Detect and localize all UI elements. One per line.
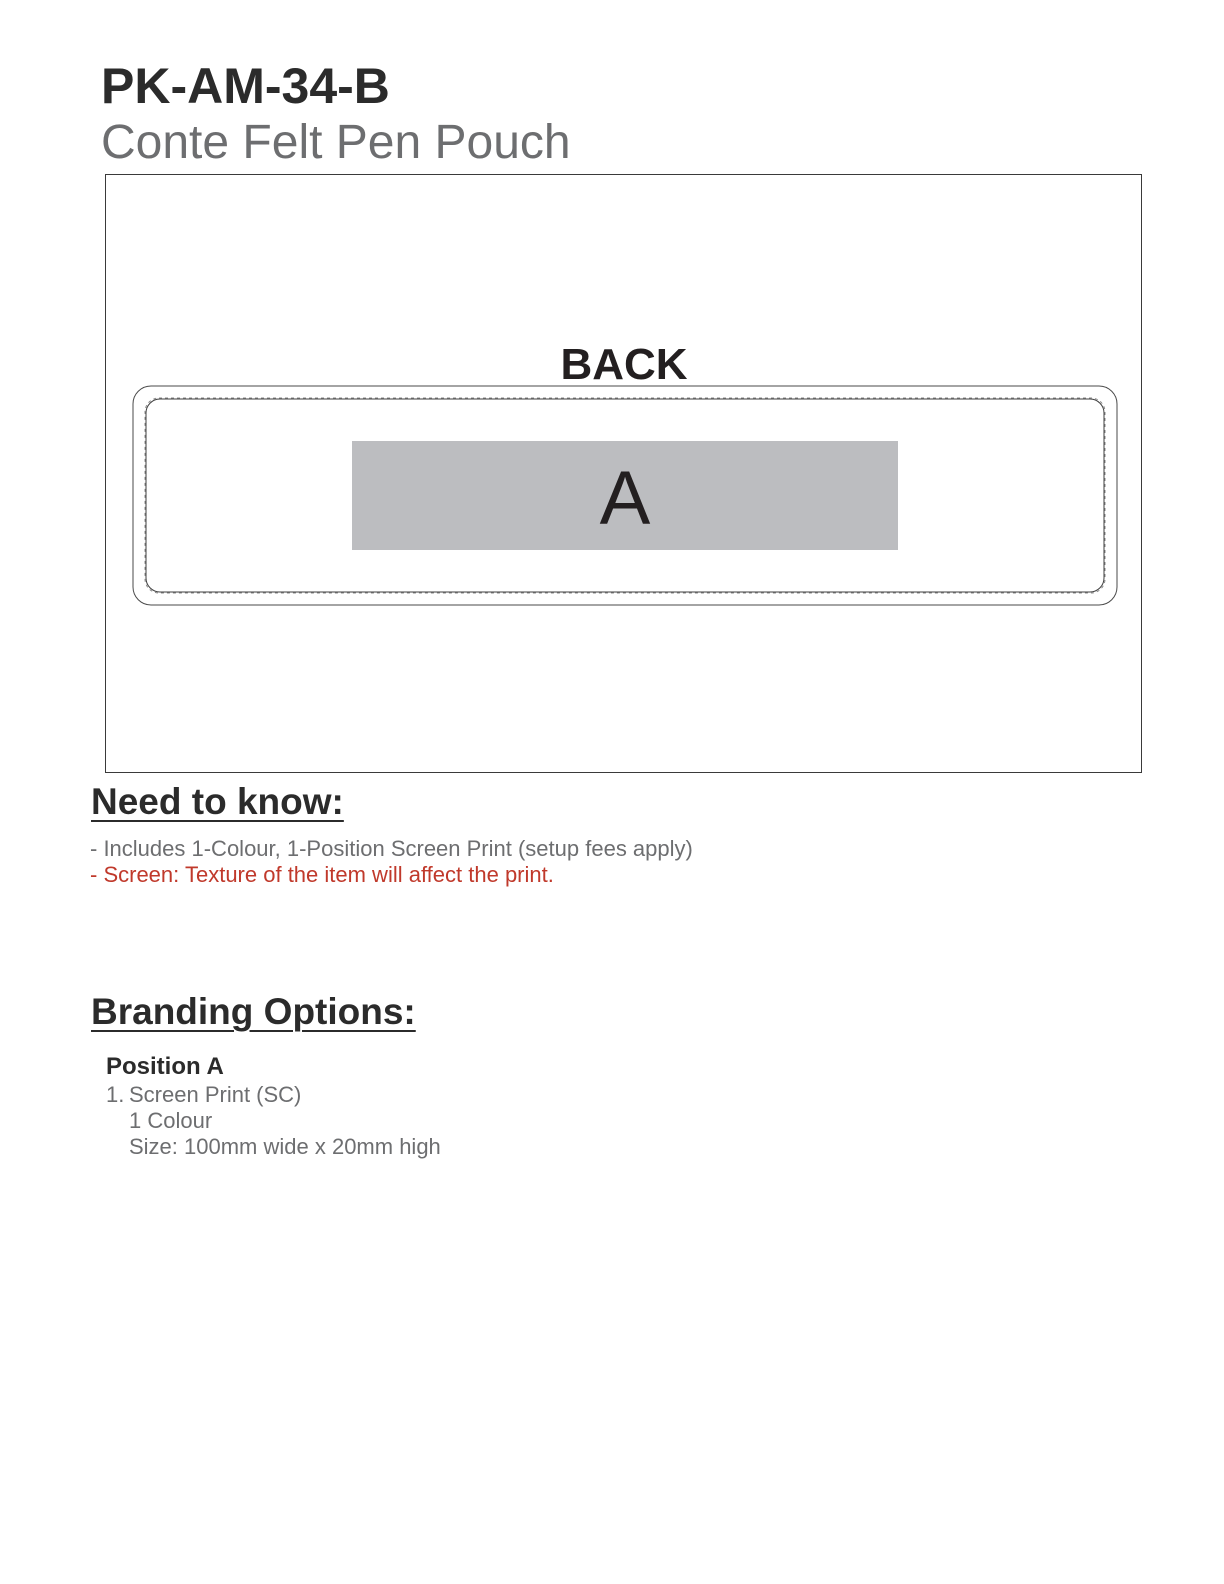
option-number: 1. bbox=[106, 1082, 125, 1107]
need-to-know-heading: Need to know: bbox=[91, 781, 344, 822]
product-name: Conte Felt Pen Pouch bbox=[101, 116, 571, 169]
option-colours: 1 Colour bbox=[129, 1108, 213, 1133]
note-line: - Includes 1-Colour, 1-Position Screen Print (setup fees apply) bbox=[90, 836, 693, 861]
print-area-label: A bbox=[599, 456, 651, 541]
branding-options-heading: Branding Options: bbox=[91, 991, 416, 1032]
view-label: BACK bbox=[560, 340, 688, 389]
warning-note-line: - Screen: Texture of the item will affect the print. bbox=[90, 862, 554, 887]
option-size: Size: 100mm wide x 20mm high bbox=[129, 1134, 441, 1159]
product-code: PK-AM-34-B bbox=[101, 58, 390, 114]
position-title: Position A bbox=[106, 1053, 224, 1080]
pouch-drawing bbox=[106, 175, 1143, 774]
product-diagram bbox=[105, 174, 1142, 773]
option-method: Screen Print (SC) bbox=[129, 1082, 302, 1107]
